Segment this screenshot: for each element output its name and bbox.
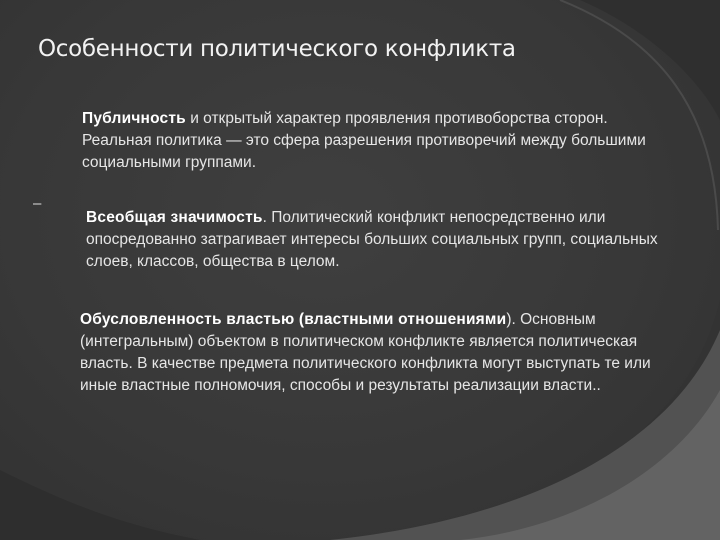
- paragraph-publicity: [82, 108, 652, 174]
- paragraph-power-heading: Обусловленность властью (властными отношениями: [80, 311, 507, 328]
- bullet-dash: –: [33, 195, 42, 212]
- paragraph-publicity-heading: Публичность: [82, 110, 186, 127]
- paragraph-significance: [86, 207, 671, 273]
- paragraph-significance-text: . Политический конфликт непосредственно или опосредованно затрагивает интересы больших социальных групп, социальных слоев, классов, общества в целом.: [86, 209, 658, 270]
- paragraph-power-text: ). Основным (интегральным) объектом в политическом конфликте является политическая власть. В качестве предмета политического конфликта могут выступать те или иные властные полномочия, способы и результаты реализации власти..: [80, 311, 651, 394]
- paragraph-power: [80, 309, 670, 397]
- slide-title: Особенности политического конфликта: [38, 36, 516, 62]
- paragraph-significance-heading: Всеобщая значимость: [86, 209, 263, 226]
- paragraph-publicity-text: и открытый характер проявления противоборства сторон. Реальная политика — это сфера разрешения противоречий между большими социальными группами.: [82, 110, 646, 171]
